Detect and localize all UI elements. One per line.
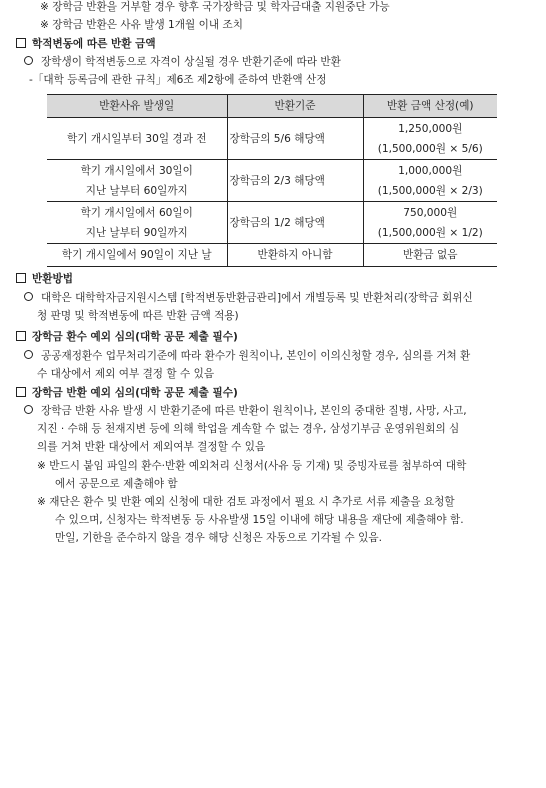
square-bullet-icon: [16, 387, 26, 397]
amount-cell: 750,000원 (1,500,000원 × 1/2): [363, 202, 497, 244]
section4-bullet: [24, 404, 467, 418]
table-row: [47, 118, 497, 160]
section1-bullet: [24, 55, 341, 69]
section3-bullet: [24, 349, 470, 363]
circle-bullet-icon: [24, 56, 33, 65]
section3-line2: 수 대상에서 제외 여부 결정 할 수 있음: [37, 368, 215, 380]
section2-title: 반환방법: [32, 273, 73, 285]
section4-line3: 의를 거쳐 반환 대상에서 제외여부 결정할 수 있음: [37, 441, 266, 453]
section4-note1-line1: ※ 반드시 붙임 파일의 환수·반환 예외처리 신청서(사유 등 기재) 및 증빙자료를 첨부하여 대학: [37, 460, 467, 472]
basis-cell: 장학금의 2/3 해당액: [227, 160, 363, 202]
section4-note2-line2: 수 있으며, 신청자는 학적변동 등 사유발생 15일 이내에 해당 내용을 재단에 제출해야 함.: [55, 514, 464, 526]
note-refusal: ※ 장학금 반환을 거부할 경우 향후 국가장학금 및 학자금대출 지원중단 가능: [40, 1, 390, 13]
reason-cell: 학기 개시일부터 30일 경과 전: [47, 118, 227, 160]
basis-cell: 장학금의 5/6 해당액: [227, 118, 363, 160]
table-row: [47, 244, 497, 267]
amount-cell: 1,250,000원 (1,500,000원 × 5/6): [363, 118, 497, 160]
reason-cell: 학기 개시일에서 30일이 지난 날부터 60일까지: [47, 160, 227, 202]
table-row: [47, 202, 497, 244]
section1-heading: [16, 37, 156, 51]
table-row: [47, 160, 497, 202]
section4-note2-line3: 만일, 기한을 준수하지 않을 경우 해당 신청은 자동으로 기각될 수 있음.: [55, 532, 382, 544]
amount-cell: 1,000,000원 (1,500,000원 × 2/3): [363, 160, 497, 202]
basis-cell: 장학금의 1/2 해당액: [227, 202, 363, 244]
section2-heading: [16, 272, 73, 286]
section1-sub: -「대학 등록금에 관한 규칙」제6조 제2항에 준하여 반환액 산정: [29, 74, 327, 86]
reason-cell: 학기 개시일에서 90일이 지난 날: [47, 244, 227, 267]
square-bullet-icon: [16, 273, 26, 283]
header-amount: 반환 금액 산정(예): [363, 95, 497, 118]
section3-heading: [16, 330, 238, 344]
section4-line2: 지진 · 수해 등 천재지변 등에 의해 학업을 계속할 수 없는 경우, 삼성기부금 운영위원회의 심: [37, 423, 460, 435]
refund-table: [47, 94, 497, 267]
reason-cell: 학기 개시일에서 60일이 지난 날부터 90일까지: [47, 202, 227, 244]
section4-title: 장학금 반환 예외 심의(대학 공문 제출 필수): [32, 387, 238, 399]
header-basis: 반환기준: [227, 95, 363, 118]
circle-bullet-icon: [24, 405, 33, 414]
square-bullet-icon: [16, 38, 26, 48]
section3-title: 장학금 환수 예외 심의(대학 공문 제출 필수): [32, 331, 238, 343]
amount-cell: 반환금 없음: [363, 244, 497, 267]
section4-note1-line2: 에서 공문으로 제출해야 함: [55, 478, 178, 490]
basis-cell: 반환하지 아니함: [227, 244, 363, 267]
section4-heading: [16, 386, 238, 400]
section1-title: 학적변동에 따른 반환 금액: [32, 38, 156, 50]
section2-line1: 대학은 대학학자금지원시스템 [학적변동반환금관리]에서 개별등록 및 반환처리(장학금 회위신: [41, 292, 473, 304]
section4-note2-line1: ※ 재단은 환수 및 반환 예외 신청에 대한 검토 과정에서 필요 시 추가로 서류 제출을 요청할: [37, 496, 455, 508]
section2-line2: 청 판명 및 학적변동에 따른 반환 금액 적용): [37, 310, 239, 322]
section2-bullet: [24, 291, 473, 305]
circle-bullet-icon: [24, 292, 33, 301]
note-deadline: ※ 장학금 반환은 사유 발생 1개월 이내 조치: [40, 19, 243, 31]
section3-line1: 공공재정환수 업무처리기준에 따라 환수가 원칙이나, 본인이 이의신청할 경우, 심의를 거쳐 환: [41, 350, 471, 362]
circle-bullet-icon: [24, 350, 33, 359]
section1-bullet-text: 장학생이 학적변동으로 자격이 상실될 경우 반환기준에 따라 반환: [41, 56, 341, 68]
square-bullet-icon: [16, 331, 26, 341]
header-reason: 반환사유 발생일: [47, 95, 227, 118]
section4-line1: 장학금 반환 사유 발생 시 반환기준에 따른 반환이 원칙이나, 본인의 중대한 질병, 사망, 사고,: [41, 405, 467, 417]
